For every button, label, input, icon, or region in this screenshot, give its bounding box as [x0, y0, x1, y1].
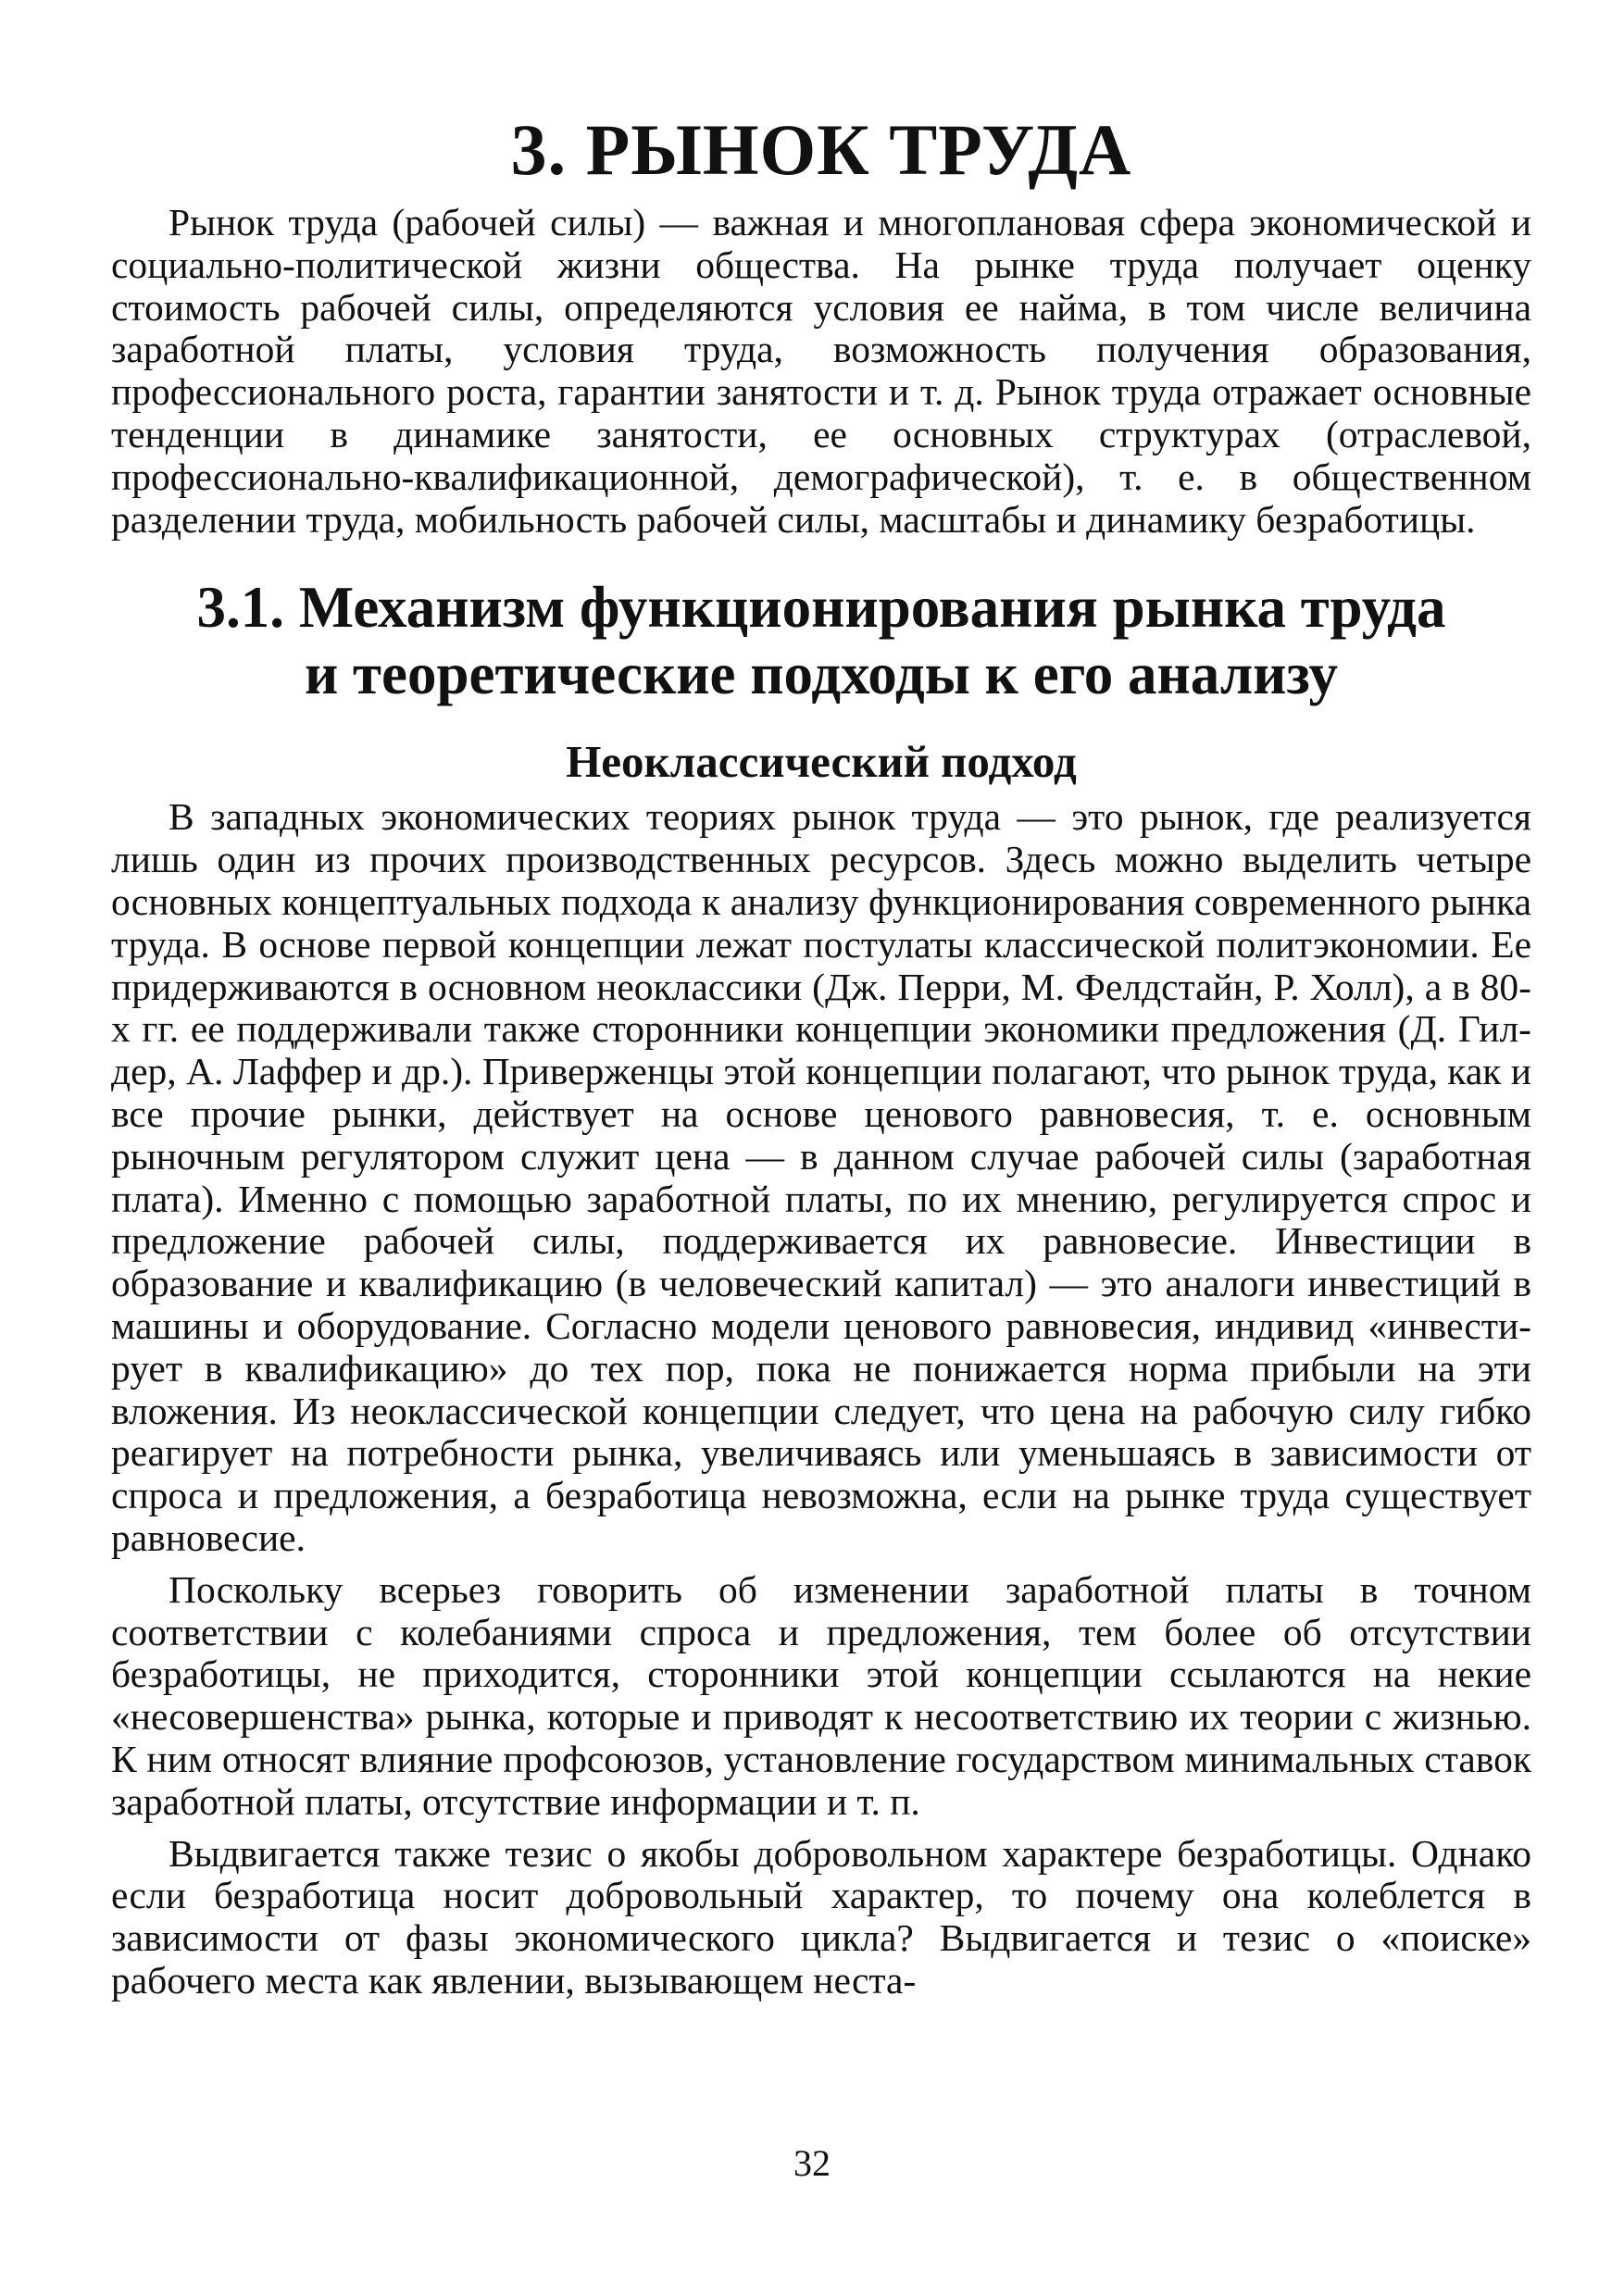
chapter-title: 3. РЫНОК ТРУДА: [510, 109, 1132, 190]
subsection-title: Неоклассический подход: [566, 736, 1077, 788]
chapter-intro-paragraph: Рынок труда (рабочей силы) — важная и многоплановая сфера экономической и социально-политической жизни общества. На рынке труда получает оценку стоимость рабочей силы, определяются условия ее найма, в том числе величина заработной платы, условия труда, возможность получения образования, профессионального роста, гарантии занятости и т. д. Рынок труда отражает основные тенденции в динамике занятости, ее основных структурах (отраслевой, профессионально-квалификационной, демографической), т. е. в общественном разделении труда, мобильность рабочей силы, масштабы и динамику безработицы.: [111, 201, 1531, 541]
body-paragraph-3: Выдвигается также тезис о якобы добровольном характере безработицы. Однако если безработица носит добровольный характер, то почему она колеблется в зависимости от фазы экономического цикла? Выдвигается и тезис о «поиске» рабочего места как явлении, вызывающем неста-: [111, 1831, 1531, 2002]
section-title-line-2: и теоретические подходы к его анализу: [305, 642, 1338, 707]
section-title: [111, 574, 1531, 707]
body-paragraph-2: Поскольку всерьез говорить об изменении заработной платы в точном соответствии с колебаниями спроса и предложения, тем более об отсутствии безработицы, не приходится, сторонники этой концепции ссылаются на некие «несовершенства» рынка, которые и приводят к несоответствию их теории с жизнью. К ним относят влияние профсоюзов, установление государством минимальных ставок заработной платы, отсутствие информации и т. п.: [111, 1567, 1531, 1823]
page-number: 32: [793, 2142, 831, 2184]
section-title-line-1: 3.1. Механизм функционирования рынка труда: [196, 575, 1446, 641]
body-paragraph-1: В западных экономических теориях рынок труда — это рынок, где реализуется лишь один из прочих производственных ресурсов. Здесь можно выделить четыре основных концептуальных подхода к анализу функционирования современного рынка труда. В основе первой концепции лежат постулаты классической политэкономии. Ее придерживаются в основном неоклассики (Дж. Перри, М. Фелдстайн, Р. Холл), а в 80-х гг. ее поддерживали также сторонники концепции экономики предложения (Д. Гилдер, А. Лаффер и др.). Приверженцы этой концепции полагают, что рынок труда, как и все прочие рынки, действует на основе ценового равновесия, т. е. основным рыночным регулятором служит цена — в данном случае рабочей силы (заработная плата). Именно с помощью заработной платы, по их мнению, регулируется спрос и предложение рабочей силы, поддерживается их равновесие. Инвестиции в образование и квалификацию (в человеческий капитал) — это аналоги инвестиций в машины и оборудование. Согласно модели ценового равновесия, индивид «инвестирует в квалификацию» до тех пор, пока не понижается норма прибыли на эти вложения. Из неоклассической концепции следует, что цена на рабочую силу гибко реагирует на потребности рынка, увеличиваясь или уменьшаясь в зависимости от спроса и предложения, а безработица невозможна, если на рынке труда существует равновесие.: [111, 795, 1531, 1559]
